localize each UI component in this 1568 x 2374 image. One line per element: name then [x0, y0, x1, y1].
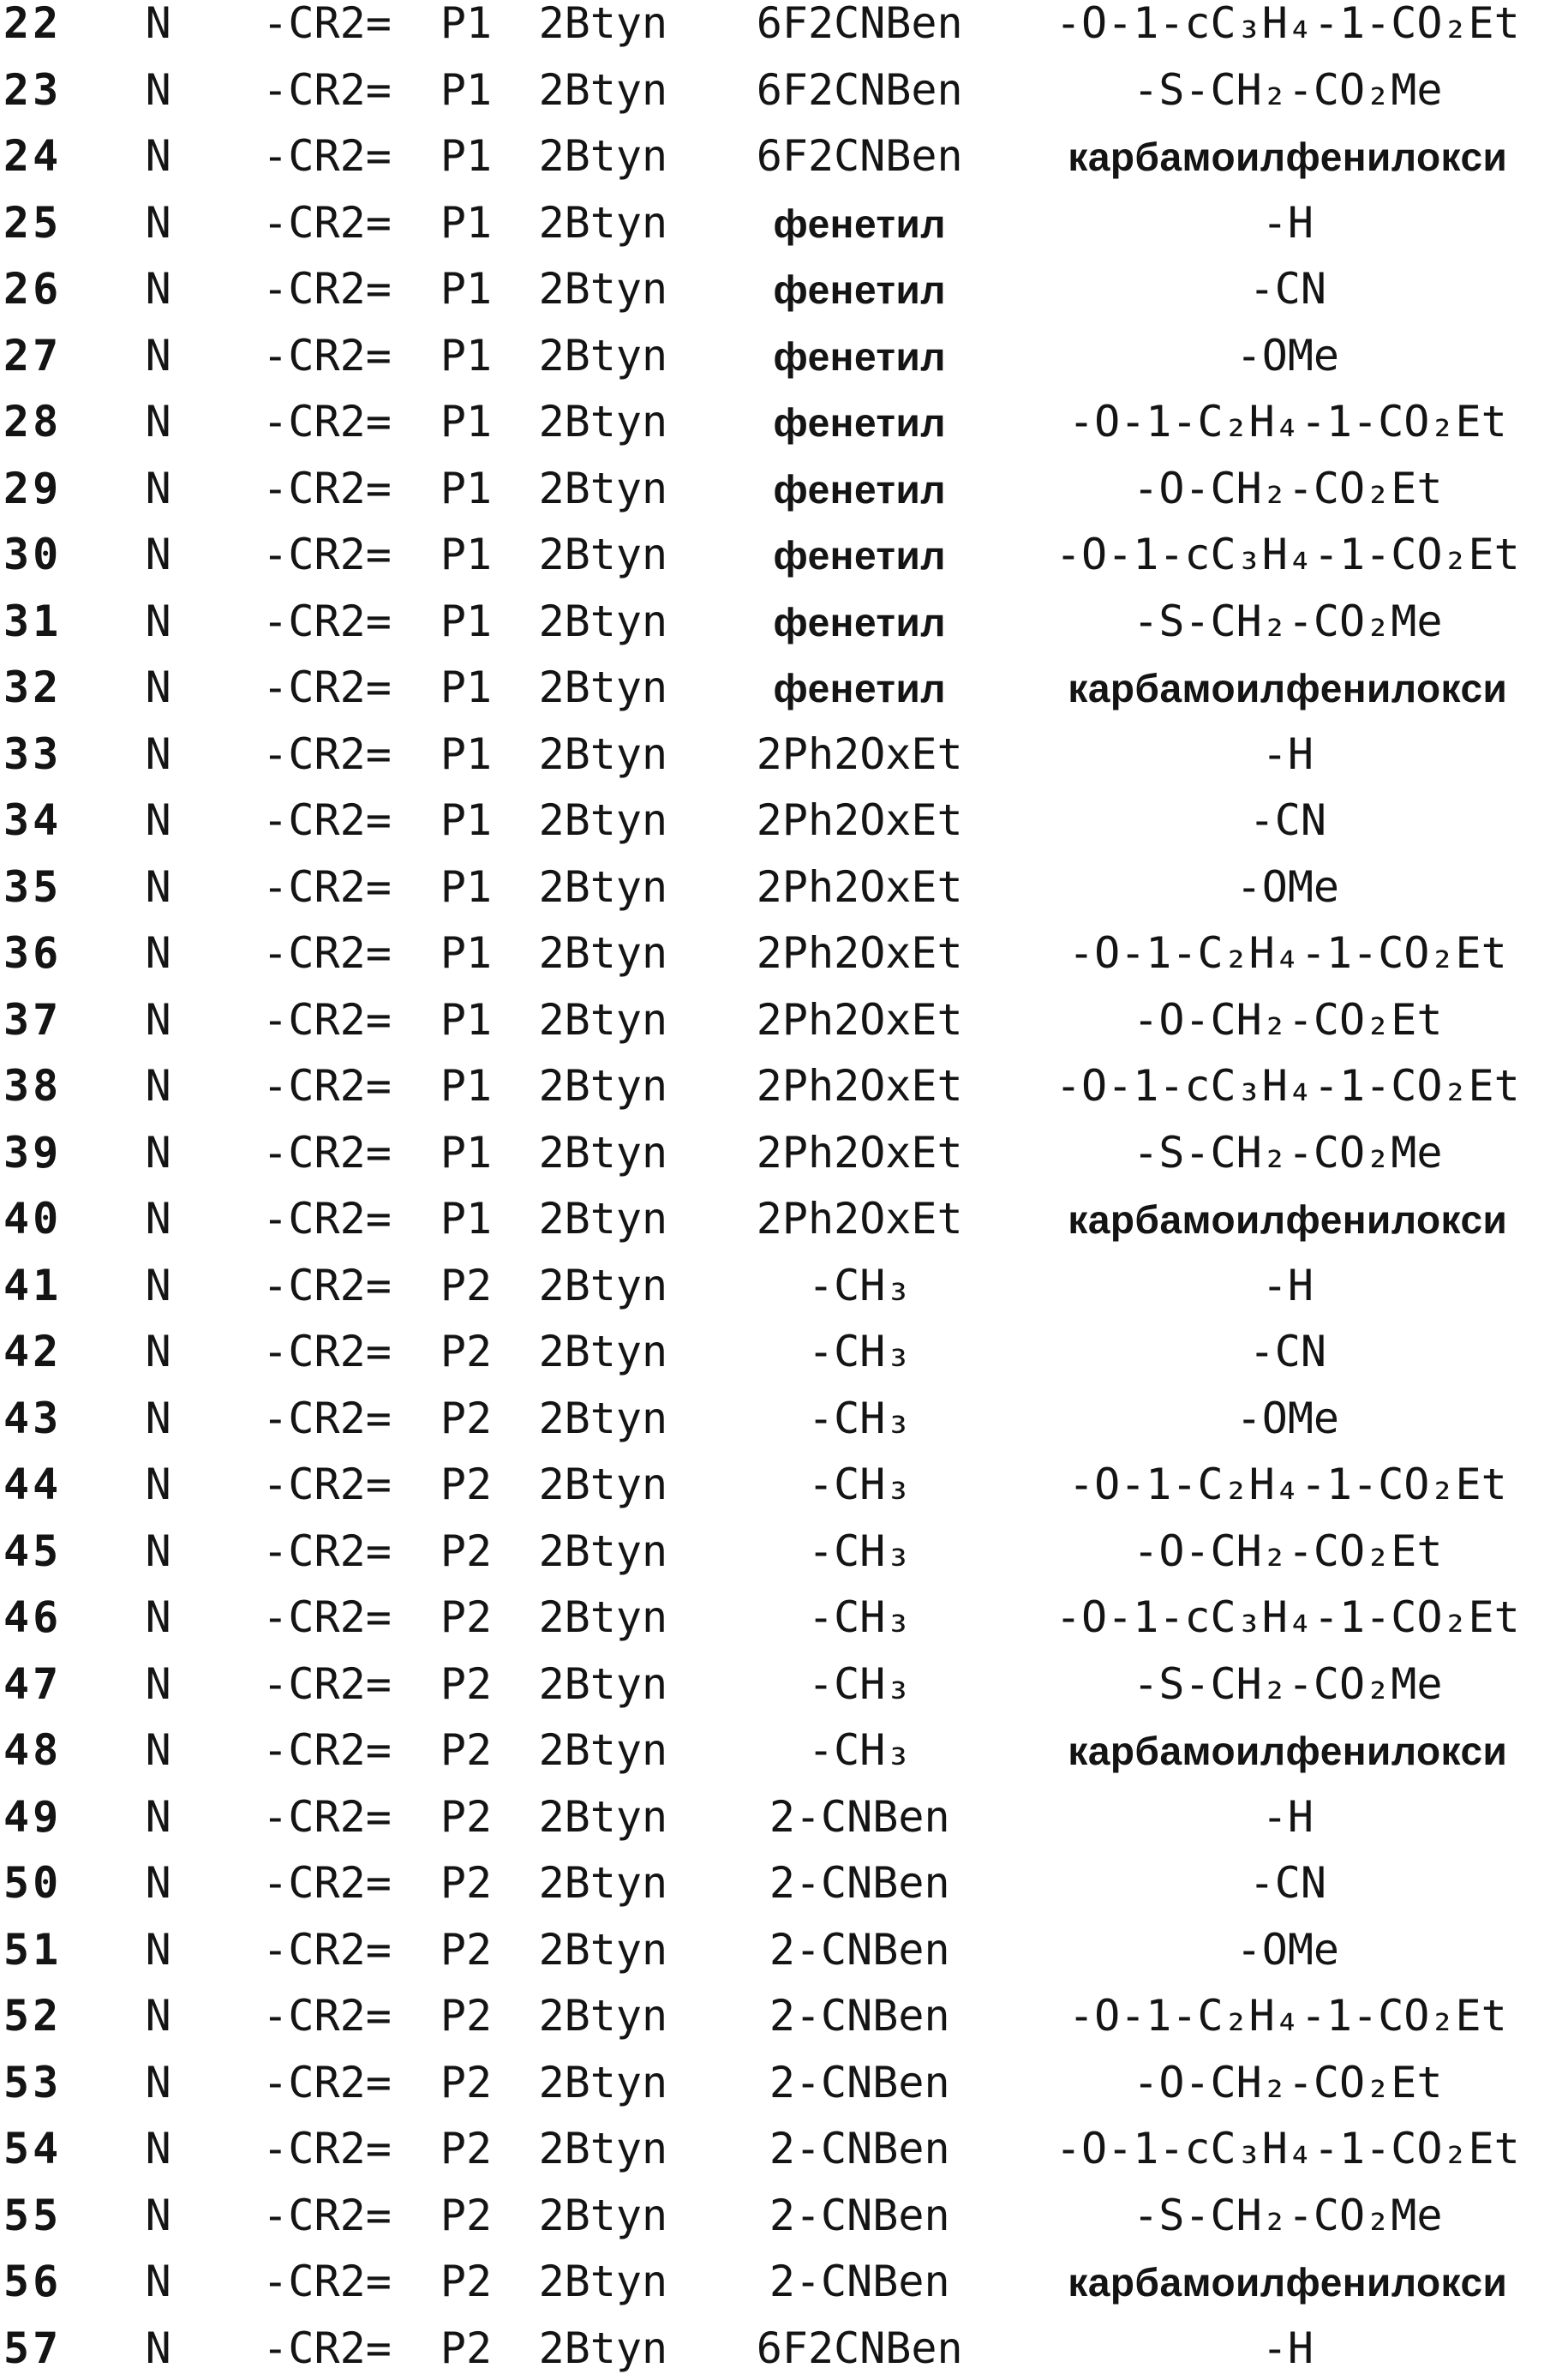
cell-r-group: -OMe [1236, 1924, 1340, 1975]
cell-p-code: P2 [440, 2257, 493, 2306]
cell-substituent: фенетил [773, 333, 946, 379]
cell-substituent: 2-CNBen [769, 1791, 950, 1842]
cell-y-group: -CR2= [262, 264, 392, 314]
cell-p-code: P1 [440, 596, 493, 646]
cell-x-group: N [145, 2057, 171, 2107]
cell-substituent: -CH₃ [807, 1260, 912, 1310]
cell-substituent: 2-CNBen [769, 2257, 950, 2306]
cell-y-group: -CR2= [262, 1658, 392, 1709]
table-row [0, 190, 1568, 257]
cell-p-code: P1 [440, 1194, 493, 1244]
cell-substituent: 6F2CNBen [756, 2323, 963, 2373]
cell-row-number: 40 [3, 1194, 63, 1244]
cell-chain: 2Btyn [538, 1526, 668, 1576]
cell-substituent: 2Ph2OxEt [756, 1127, 963, 1178]
cell-y-group: -CR2= [262, 131, 392, 181]
cell-substituent: 2Ph2OxEt [756, 928, 963, 978]
cell-y-group: -CR2= [262, 1858, 392, 1908]
cell-r-group: -O-CH₂-CO₂Et [1133, 463, 1443, 513]
cell-row-number: 45 [3, 1526, 63, 1576]
table-row [0, 57, 1568, 124]
cell-chain: 2Btyn [538, 131, 668, 181]
cell-row-number: 49 [3, 1791, 63, 1842]
cell-row-number: 30 [3, 530, 63, 579]
cell-y-group: -CR2= [262, 330, 392, 381]
cell-row-number: 53 [3, 2057, 63, 2107]
cell-y-group: -CR2= [262, 1791, 392, 1842]
cell-chain: 2Btyn [538, 1592, 668, 1642]
cell-p-code: P2 [440, 2057, 493, 2107]
cell-p-code: P2 [440, 1592, 493, 1642]
cell-p-code: P2 [440, 1260, 493, 1310]
cell-x-group: N [145, 1924, 171, 1975]
cell-substituent: -CH₃ [807, 1393, 912, 1443]
cell-x-group: N [145, 330, 171, 381]
cell-y-group: -CR2= [262, 530, 392, 579]
cell-y-group: -CR2= [262, 1061, 392, 1111]
cell-substituent: -CH₃ [807, 1658, 912, 1709]
cell-substituent: фенетил [773, 466, 946, 512]
table-row [0, 788, 1568, 854]
cell-p-code: P1 [440, 330, 493, 381]
cell-y-group: -CR2= [262, 994, 392, 1045]
cell-r-group: -O-1-C₂H₄-1-CO₂Et [1068, 1460, 1507, 1509]
cell-chain: 2Btyn [538, 2057, 668, 2107]
cell-row-number: 31 [3, 596, 63, 646]
table-row [0, 1718, 1568, 1784]
cell-row-number: 36 [3, 928, 63, 978]
table-row [0, 1917, 1568, 1984]
cell-x-group: N [145, 64, 171, 115]
cell-y-group: -CR2= [262, 596, 392, 646]
table-row [0, 389, 1568, 456]
cell-r-group: -O-1-C₂H₄-1-CO₂Et [1068, 397, 1507, 447]
cell-row-number: 29 [3, 463, 63, 513]
cell-row-number: 27 [3, 330, 63, 381]
cell-x-group: N [145, 1260, 171, 1310]
cell-y-group: -CR2= [262, 1460, 392, 1509]
cell-r-group: -H [1261, 2323, 1314, 2373]
cell-y-group: -CR2= [262, 1924, 392, 1975]
cell-y-group: -CR2= [262, 2323, 392, 2373]
cell-r-group: -O-1-cC₃H₄-1-CO₂Et [1055, 2124, 1520, 2173]
cell-y-group: -CR2= [262, 1725, 392, 1775]
cell-r-group: -S-CH₂-CO₂Me [1133, 1127, 1443, 1178]
cell-r-group: карбамоилфенилокси [1068, 1197, 1508, 1242]
cell-row-number: 51 [3, 1924, 63, 1975]
cell-chain: 2Btyn [538, 2190, 668, 2240]
cell-x-group: N [145, 596, 171, 646]
cell-substituent: фенетил [773, 400, 946, 445]
cell-substituent: 2Ph2OxEt [756, 994, 963, 1045]
cell-chain: 2Btyn [538, 530, 668, 579]
cell-y-group: -CR2= [262, 397, 392, 447]
cell-y-group: -CR2= [262, 2190, 392, 2240]
cell-x-group: N [145, 1127, 171, 1178]
cell-row-number: 42 [3, 1327, 63, 1376]
cell-row-number: 25 [3, 197, 63, 248]
cell-chain: 2Btyn [538, 1924, 668, 1975]
cell-substituent: фенетил [773, 599, 946, 644]
cell-row-number: 34 [3, 795, 63, 845]
cell-r-group: карбамоилфенилокси [1068, 1729, 1508, 1773]
table-row [0, 2249, 1568, 2316]
cell-y-group: -CR2= [262, 928, 392, 978]
cell-r-group: -CN [1248, 795, 1326, 845]
cell-chain: 2Btyn [538, 330, 668, 381]
cell-row-number: 46 [3, 1592, 63, 1642]
cell-x-group: N [145, 1858, 171, 1908]
cell-x-group: N [145, 264, 171, 314]
cell-chain: 2Btyn [538, 2323, 668, 2373]
cell-r-group: карбамоилфенилокси [1068, 2260, 1508, 2305]
cell-chain: 2Btyn [538, 662, 668, 712]
cell-x-group: N [145, 2124, 171, 2173]
cell-chain: 2Btyn [538, 861, 668, 912]
cell-chain: 2Btyn [538, 0, 668, 48]
cell-x-group: N [145, 1592, 171, 1642]
table-row [0, 1319, 1568, 1386]
table-row [0, 1850, 1568, 1917]
table-row [0, 1452, 1568, 1519]
cell-r-group: -CN [1248, 264, 1326, 314]
table-row [0, 854, 1568, 921]
table-row [0, 522, 1568, 589]
cell-p-code: P1 [440, 64, 493, 115]
cell-substituent: 2-CNBen [769, 1991, 950, 2041]
cell-x-group: N [145, 1526, 171, 1576]
cell-r-group: -OMe [1236, 861, 1340, 912]
cell-r-group: -H [1261, 728, 1314, 779]
table-row [0, 1585, 1568, 1652]
cell-r-group: -O-1-cC₃H₄-1-CO₂Et [1055, 530, 1520, 579]
cell-row-number: 50 [3, 1858, 63, 1908]
cell-x-group: N [145, 1991, 171, 2041]
cell-row-number: 26 [3, 264, 63, 314]
cell-p-code: P2 [440, 1991, 493, 2041]
cell-chain: 2Btyn [538, 994, 668, 1045]
table-row [0, 920, 1568, 987]
cell-x-group: N [145, 795, 171, 845]
cell-x-group: N [145, 928, 171, 978]
cell-row-number: 44 [3, 1460, 63, 1509]
cell-chain: 2Btyn [538, 1791, 668, 1842]
cell-y-group: -CR2= [262, 197, 392, 248]
cell-substituent: 2-CNBen [769, 2190, 950, 2240]
cell-substituent: 2Ph2OxEt [756, 1194, 963, 1244]
cell-row-number: 38 [3, 1061, 63, 1111]
cell-x-group: N [145, 1194, 171, 1244]
cell-x-group: N [145, 728, 171, 779]
cell-x-group: N [145, 2323, 171, 2373]
cell-row-number: 28 [3, 397, 63, 447]
table-row [0, 2183, 1568, 2250]
cell-p-code: P1 [440, 861, 493, 912]
table-row [0, 1253, 1568, 1320]
cell-p-code: P1 [440, 0, 493, 48]
cell-row-number: 24 [3, 131, 63, 181]
cell-p-code: P1 [440, 1127, 493, 1178]
cell-chain: 2Btyn [538, 1725, 668, 1775]
cell-substituent: -CH₃ [807, 1725, 912, 1775]
cell-r-group: карбамоилфенилокси [1068, 135, 1508, 179]
cell-r-group: -O-1-C₂H₄-1-CO₂Et [1068, 1991, 1507, 2041]
cell-p-code: P1 [440, 994, 493, 1045]
cell-y-group: -CR2= [262, 1393, 392, 1443]
cell-x-group: N [145, 0, 171, 48]
table-row [0, 2316, 1568, 2374]
cell-chain: 2Btyn [538, 1127, 668, 1178]
cell-x-group: N [145, 861, 171, 912]
cell-chain: 2Btyn [538, 1061, 668, 1111]
cell-y-group: -CR2= [262, 861, 392, 912]
cell-x-group: N [145, 994, 171, 1045]
cell-row-number: 23 [3, 64, 63, 115]
cell-x-group: N [145, 197, 171, 248]
table-row [0, 123, 1568, 190]
cell-x-group: N [145, 530, 171, 579]
cell-y-group: -CR2= [262, 1127, 392, 1178]
cell-p-code: P2 [440, 1393, 493, 1443]
cell-x-group: N [145, 2190, 171, 2240]
table-row [0, 589, 1568, 656]
cell-r-group: -O-1-cC₃H₄-1-CO₂Et [1055, 1592, 1520, 1642]
cell-y-group: -CR2= [262, 1592, 392, 1642]
cell-substituent: 6F2CNBen [756, 64, 963, 115]
cell-p-code: P1 [440, 1061, 493, 1111]
cell-chain: 2Btyn [538, 1194, 668, 1244]
cell-row-number: 48 [3, 1725, 63, 1775]
cell-r-group: -H [1261, 1260, 1314, 1310]
cell-row-number: 22 [3, 0, 63, 48]
cell-chain: 2Btyn [538, 2257, 668, 2306]
cell-r-group: -O-1-cC₃H₄-1-CO₂Et [1055, 1061, 1520, 1111]
table-row [0, 1652, 1568, 1718]
cell-p-code: P2 [440, 1791, 493, 1842]
cell-row-number: 35 [3, 861, 63, 912]
cell-chain: 2Btyn [538, 1460, 668, 1509]
cell-substituent: 2-CNBen [769, 1858, 950, 1908]
cell-r-group: -O-1-cC₃H₄-1-CO₂Et [1055, 0, 1520, 48]
cell-row-number: 33 [3, 728, 63, 779]
table-row [0, 655, 1568, 722]
table-row [0, 722, 1568, 788]
cell-p-code: P1 [440, 264, 493, 314]
table-row [0, 256, 1568, 323]
cell-p-code: P2 [440, 2124, 493, 2173]
cell-x-group: N [145, 131, 171, 181]
cell-y-group: -CR2= [262, 1526, 392, 1576]
cell-row-number: 37 [3, 994, 63, 1045]
cell-y-group: -CR2= [262, 0, 392, 48]
cell-y-group: -CR2= [262, 2057, 392, 2107]
cell-p-code: P1 [440, 662, 493, 712]
cell-p-code: P2 [440, 1327, 493, 1376]
cell-substituent: 2-CNBen [769, 1924, 950, 1975]
cell-substituent: фенетил [773, 533, 946, 578]
table-row [0, 323, 1568, 390]
cell-chain: 2Btyn [538, 1260, 668, 1310]
cell-x-group: N [145, 2257, 171, 2306]
cell-y-group: -CR2= [262, 662, 392, 712]
cell-chain: 2Btyn [538, 463, 668, 513]
cell-substituent: фенетил [773, 201, 946, 246]
table-row [0, 987, 1568, 1054]
table-row [0, 0, 1568, 57]
table-row [0, 456, 1568, 523]
cell-substituent: 2-CNBen [769, 2124, 950, 2173]
table-row [0, 1784, 1568, 1851]
cell-chain: 2Btyn [538, 928, 668, 978]
cell-p-code: P2 [440, 2323, 493, 2373]
table-row [0, 2116, 1568, 2183]
cell-x-group: N [145, 1393, 171, 1443]
cell-substituent: -CH₃ [807, 1327, 912, 1376]
table-row [0, 1053, 1568, 1120]
cell-row-number: 43 [3, 1393, 63, 1443]
cell-chain: 2Btyn [538, 795, 668, 845]
cell-r-group: -OMe [1236, 1393, 1340, 1443]
cell-x-group: N [145, 1725, 171, 1775]
cell-y-group: -CR2= [262, 1260, 392, 1310]
cell-r-group: -O-CH₂-CO₂Et [1133, 1526, 1443, 1576]
cell-p-code: P2 [440, 1924, 493, 1975]
cell-p-code: P2 [440, 1725, 493, 1775]
cell-chain: 2Btyn [538, 1393, 668, 1443]
cell-x-group: N [145, 1061, 171, 1111]
cell-y-group: -CR2= [262, 1327, 392, 1376]
cell-r-group: -CN [1248, 1327, 1326, 1376]
cell-p-code: P1 [440, 197, 493, 248]
table-row [0, 1186, 1568, 1253]
cell-row-number: 57 [3, 2323, 63, 2373]
cell-y-group: -CR2= [262, 2257, 392, 2306]
cell-row-number: 56 [3, 2257, 63, 2306]
cell-substituent: фенетил [773, 267, 946, 312]
cell-r-group: -CN [1248, 1858, 1326, 1908]
cell-row-number: 55 [3, 2190, 63, 2240]
cell-x-group: N [145, 1327, 171, 1376]
cell-p-code: P2 [440, 1658, 493, 1709]
table-row [0, 1519, 1568, 1586]
cell-row-number: 39 [3, 1127, 63, 1178]
cell-chain: 2Btyn [538, 397, 668, 447]
cell-r-group: -O-CH₂-CO₂Et [1133, 994, 1443, 1045]
cell-chain: 2Btyn [538, 1327, 668, 1376]
cell-substituent: фенетил [773, 666, 946, 710]
table-row [0, 1120, 1568, 1187]
cell-p-code: P2 [440, 1526, 493, 1576]
cell-chain: 2Btyn [538, 64, 668, 115]
cell-chain: 2Btyn [538, 2124, 668, 2173]
cell-r-group: карбамоилфенилокси [1068, 666, 1508, 710]
cell-chain: 2Btyn [538, 264, 668, 314]
cell-r-group: -S-CH₂-CO₂Me [1133, 596, 1443, 646]
cell-y-group: -CR2= [262, 1991, 392, 2041]
table-row [0, 1983, 1568, 2050]
cell-p-code: P2 [440, 2190, 493, 2240]
cell-x-group: N [145, 1791, 171, 1842]
cell-chain: 2Btyn [538, 1858, 668, 1908]
cell-chain: 2Btyn [538, 197, 668, 248]
cell-substituent: 2Ph2OxEt [756, 1061, 963, 1111]
cell-row-number: 52 [3, 1991, 63, 2041]
cell-x-group: N [145, 1460, 171, 1509]
cell-p-code: P1 [440, 131, 493, 181]
cell-p-code: P1 [440, 928, 493, 978]
cell-y-group: -CR2= [262, 64, 392, 115]
cell-r-group: -O-1-C₂H₄-1-CO₂Et [1068, 928, 1507, 978]
cell-r-group: -O-CH₂-CO₂Et [1133, 2057, 1443, 2107]
cell-substituent: 2Ph2OxEt [756, 795, 963, 845]
table-row [0, 1386, 1568, 1453]
cell-y-group: -CR2= [262, 463, 392, 513]
cell-substituent: 2Ph2OxEt [756, 861, 963, 912]
cell-r-group: -H [1261, 1791, 1314, 1842]
cell-r-group: -H [1261, 197, 1314, 248]
cell-y-group: -CR2= [262, 728, 392, 779]
cell-chain: 2Btyn [538, 1658, 668, 1709]
cell-r-group: -OMe [1236, 330, 1340, 381]
cell-substituent: 6F2CNBen [756, 0, 963, 48]
cell-x-group: N [145, 1658, 171, 1709]
cell-substituent: 2Ph2OxEt [756, 728, 963, 779]
cell-substituent: -CH₃ [807, 1592, 912, 1642]
cell-r-group: -S-CH₂-CO₂Me [1133, 64, 1443, 115]
cell-y-group: -CR2= [262, 1194, 392, 1244]
cell-y-group: -CR2= [262, 795, 392, 845]
cell-row-number: 41 [3, 1260, 63, 1310]
cell-p-code: P2 [440, 1460, 493, 1509]
cell-p-code: P1 [440, 530, 493, 579]
cell-x-group: N [145, 463, 171, 513]
cell-x-group: N [145, 397, 171, 447]
cell-r-group: -S-CH₂-CO₂Me [1133, 1658, 1443, 1709]
cell-chain: 2Btyn [538, 596, 668, 646]
cell-row-number: 47 [3, 1658, 63, 1709]
cell-x-group: N [145, 662, 171, 712]
cell-p-code: P1 [440, 397, 493, 447]
cell-substituent: -CH₃ [807, 1460, 912, 1509]
table-row [0, 2050, 1568, 2117]
cell-p-code: P2 [440, 1858, 493, 1908]
cell-chain: 2Btyn [538, 1991, 668, 2041]
cell-row-number: 54 [3, 2124, 63, 2173]
cell-p-code: P1 [440, 795, 493, 845]
cell-substituent: 2-CNBen [769, 2057, 950, 2107]
cell-p-code: P1 [440, 463, 493, 513]
cell-r-group: -S-CH₂-CO₂Me [1133, 2190, 1443, 2240]
cell-substituent: 6F2CNBen [756, 131, 963, 181]
cell-p-code: P1 [440, 728, 493, 779]
cell-y-group: -CR2= [262, 2124, 392, 2173]
cell-chain: 2Btyn [538, 728, 668, 779]
cell-row-number: 32 [3, 662, 63, 712]
cell-substituent: -CH₃ [807, 1526, 912, 1576]
